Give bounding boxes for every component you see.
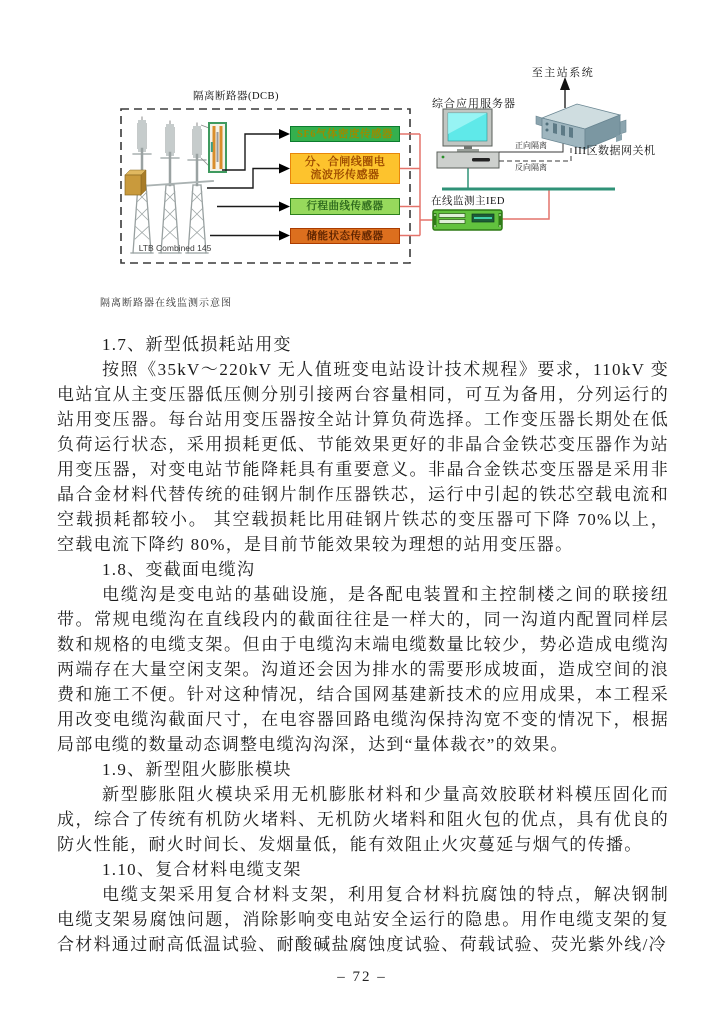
section-1-10-paragraph: 电缆支架采用复合材料支架，利用复合材料抗腐蚀的特点，解决钢制电缆支架易腐蚀问题，消除影响变电站安全运行的隐患。用作电缆支架的复合材料通过耐高低温试验、耐酸碱盐腐蚀度试验、荷载试验、荧光紫外线/冷	[57, 885, 669, 954]
page-number: – 72 –	[337, 969, 387, 985]
section-1-9-heading: 1.9、新型阻火膨胀模块	[102, 760, 292, 779]
travel-curve-sensor-box: 行程曲线传感器	[290, 198, 400, 215]
sensor-arrowheads	[279, 129, 290, 241]
monitoring-ied-label: 在线监测主IED	[431, 196, 505, 207]
section-1-8-heading: 1.8、变截面电缆沟	[102, 560, 256, 579]
ied-device	[433, 210, 502, 230]
coil-current-waveform-sensor-box: 分、合闸线圈电流波形传感器	[290, 153, 400, 184]
section-1-9-paragraph: 新型膨胀阻火模块采用无机膨胀材料和少量高效胶联材料模压固化而成，综合了传统有机防火堵料、无机防火堵料和阻火包的优点，具有优良的防火性能，耐火时间长、发烟量低，能有效阻止火灾蔓延与烟气的传播。	[57, 785, 669, 854]
server-computer	[437, 109, 499, 188]
gateway-machine	[536, 77, 626, 149]
sf6-density-sensor-box: SF6气体密度传感器	[290, 126, 400, 142]
mechanism-cabinet	[125, 170, 146, 195]
document-body	[57, 332, 669, 957]
breaker-model-label: LTB Combined 145	[138, 243, 212, 253]
energy-storage-state-sensor-box: 储能状态传感器	[290, 228, 400, 244]
application-server-label: 综合应用服务器	[432, 98, 516, 110]
interrupter-inset	[201, 123, 226, 172]
forward-isolation-label: 正向隔离	[515, 141, 547, 150]
dcb-box-label: 隔离断路器(DCB)	[192, 91, 280, 102]
section-1-10-heading: 1.10、复合材料电缆支架	[102, 860, 302, 879]
section-1-8-paragraph: 电缆沟是变电站的基础设施，是各配电装置和主控制楼之间的联接纽带。常规电缆沟在直线段内的截面往往是一样大的，同一沟道内配置同样层数和规格的电缆支架。但由于电缆沟末端电缆数量比较少，势必造成电缆沟两端存在大量空闲支架。沟道还会因为排水的需要形成坡面，造成空间的浪费和施工不便。针对这种情况，结合国网基建新技术的应用成果，本工程采用改变电缆沟截面尺寸，在电容器回路电缆沟保持沟宽不变的情况下，根据局部电缆的数量动态调整电缆沟沟深，达到“量体裁衣”的效果。	[57, 585, 669, 754]
zone3-gateway-label: III区数据网关机	[574, 145, 656, 157]
dcb-monitoring-diagram	[80, 62, 680, 297]
figure-caption: 隔离断路器在线监测示意图	[100, 298, 232, 309]
section-1-7-heading: 1.7、新型低损耗站用变	[102, 335, 292, 354]
section-1-7-paragraph: 按照《35kV～220kV 无人值班变电站设计技术规程》要求，110kV 变电站宜从主变压器低压侧分别引接两台容量相同，可互为备用，分列运行的站用变压器。每台站用变压器按全站计算负荷选择。工作变压器长期处在低负荷运行状态，采用损耗更低、节能效果更好的非晶合金铁芯变压器作为站用变压器，对变电站节能降耗具有重要意义。非晶合金铁芯变压器是采用非晶合金材料代替传统的硅钢片制作压器铁芯，运行中引起的铁芯空载电流和空载损耗都较小。 其空载损耗比用硅钢片铁芯的变压器可下降 70%以上，空载电流下降约 80%，是目前节能效果较为理想的站用变压器。	[57, 360, 669, 554]
reverse-isolation-label: 反向隔离	[515, 163, 547, 172]
to-master-station-label: 至主站系统	[531, 67, 595, 79]
